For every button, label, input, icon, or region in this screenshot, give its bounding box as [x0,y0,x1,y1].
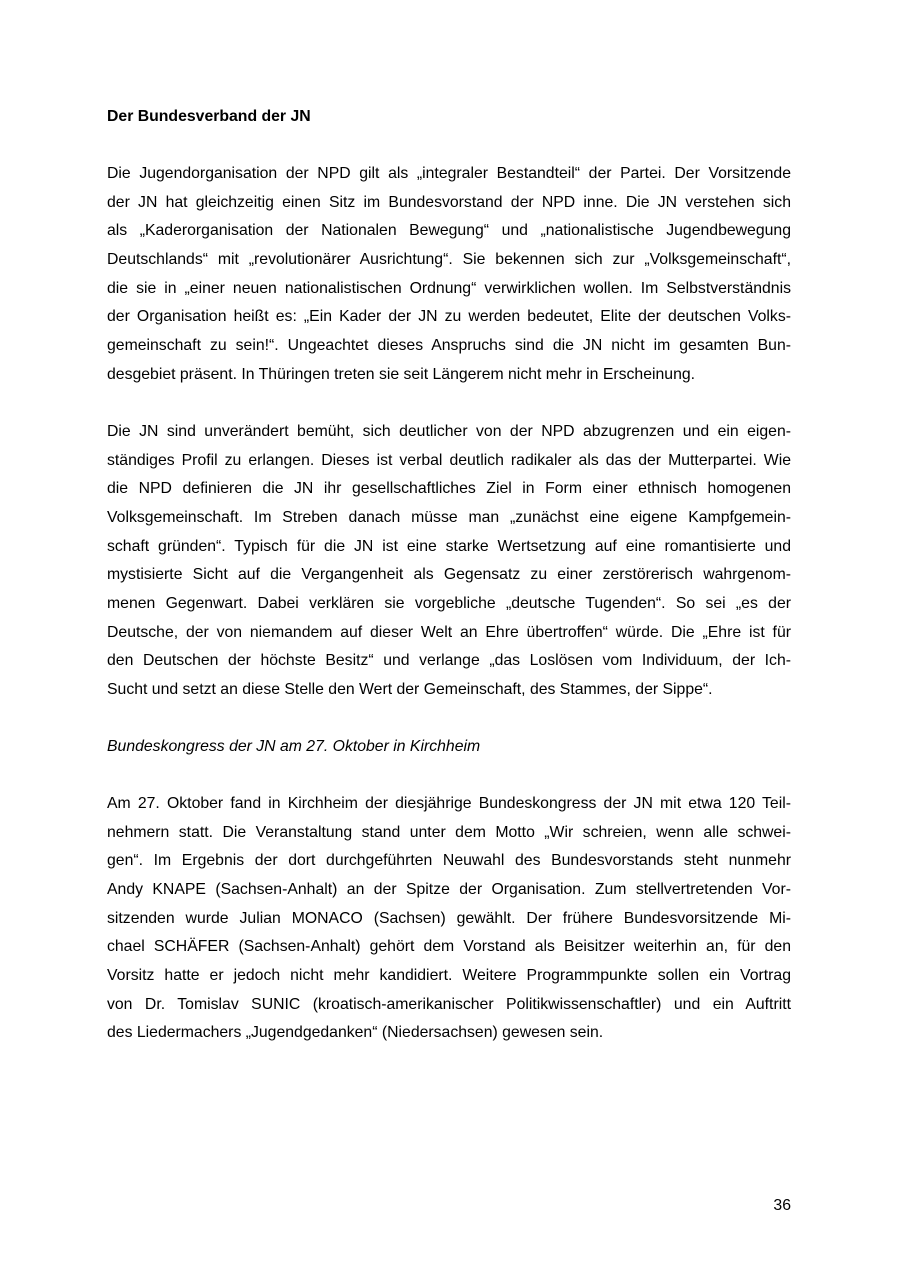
paragraph-line: schaft gründen“. Typisch für die JN ist eine starke Wertsetzung auf eine romantisierte und [107,538,791,555]
paragraph-line: von Dr. Tomislav SUNIC (kroatisch-amerikanischer Politikwissenschaftler) und ein Auftritt [107,996,791,1013]
section-heading: Der Bundesverband der JN [107,108,311,125]
paragraph-line: der Organisation heißt es: „Ein Kader der JN zu werden bedeutet, Elite der deutschen Volks- [107,308,791,325]
paragraph-line: den Deutschen der höchste Besitz“ und verlange „das Loslösen vom Individuum, der Ich- [107,652,791,669]
paragraph-line: des Liedermachers „Jugendgedanken“ (Niedersachsen) gewesen sein. [107,1024,604,1041]
paragraph-line: die sie in „einer neuen nationalistischen Ordnung“ verwirklichen wollen. Im Selbstverständnis [107,280,791,297]
paragraph-line: Deutschlands“ mit „revolutionärer Ausrichtung“. Sie bekennen sich zur „Volksgemeinschaft“, [107,251,791,268]
paragraph-line: Andy KNAPE (Sachsen-Anhalt) an der Spitze der Organisation. Zum stellvertretenden Vor- [107,881,791,898]
paragraph-line: desgebiet präsent. In Thüringen treten sie seit Längerem nicht mehr in Erscheinung. [107,366,696,383]
paragraph-line: nehmern statt. Die Veranstaltung stand unter dem Motto „Wir schreien, wenn alle schwei- [107,824,791,841]
paragraph-line: menen Gegenwart. Dabei verklären sie vorgebliche „deutsche Tugenden“. So sei „es der [107,595,791,612]
paragraph-line: als „Kaderorganisation der Nationalen Bewegung“ und „nationalistische Jugendbewegung [107,222,791,239]
paragraph-line: gemeinschaft zu sein!“. Ungeachtet dieses Anspruchs sind die JN nicht im gesamten Bun- [107,337,791,354]
paragraph-line: gen“. Im Ergebnis der dort durchgeführten Neuwahl des Bundesvorstands steht nunmehr [107,852,791,869]
paragraph-line: Die Jugendorganisation der NPD gilt als „integraler Bestandteil“ der Partei. Der Vorsitzende [107,165,791,182]
paragraph-line: Volksgemeinschaft. Im Streben danach müsse man „zunächst eine eigene Kampfgemein- [107,509,791,526]
paragraph-line: Sucht und setzt an diese Stelle den Wert der Gemeinschaft, des Stammes, der Sippe“. [107,681,713,698]
paragraph-line: die NPD definieren die JN ihr gesellschaftliches Ziel in Form einer ethnisch homogenen [107,480,791,497]
paragraph-line: Die JN sind unverändert bemüht, sich deutlicher von der NPD abzugrenzen und ein eigen- [107,423,791,440]
paragraph-line: chael SCHÄFER (Sachsen-Anhalt) gehört dem Vorstand als Beisitzer weiterhin an, für den [107,938,791,955]
section-subheading: Bundeskongress der JN am 27. Oktober in Kirchheim [107,738,481,755]
paragraph-line: ständiges Profil zu erlangen. Dieses ist verbal deutlich radikaler als das der Mutterpartei. Wie [107,452,791,469]
paragraph-line: sitzenden wurde Julian MONACO (Sachsen) gewählt. Der frühere Bundesvorsitzende Mi- [107,910,791,927]
paragraph-line: mystisierte Sicht auf die Vergangenheit als Gegensatz zu einer zerstörerisch wahrgenom- [107,566,791,583]
paragraph-line: Vorsitz hatte er jedoch nicht mehr kandidiert. Weitere Programmpunkte sollen ein Vortrag [107,967,791,984]
paragraph-line: Am 27. Oktober fand in Kirchheim der diesjährige Bundeskongress der JN mit etwa 120 Teil- [107,795,791,812]
page-number: 36 [773,1197,791,1214]
paragraph-line: der JN hat gleichzeitig einen Sitz im Bundesvorstand der NPD inne. Die JN verstehen sich [107,194,791,211]
paragraph-line: Deutsche, der von niemandem auf dieser Welt an Ehre übertroffen“ würde. Die „Ehre ist für [107,624,791,641]
